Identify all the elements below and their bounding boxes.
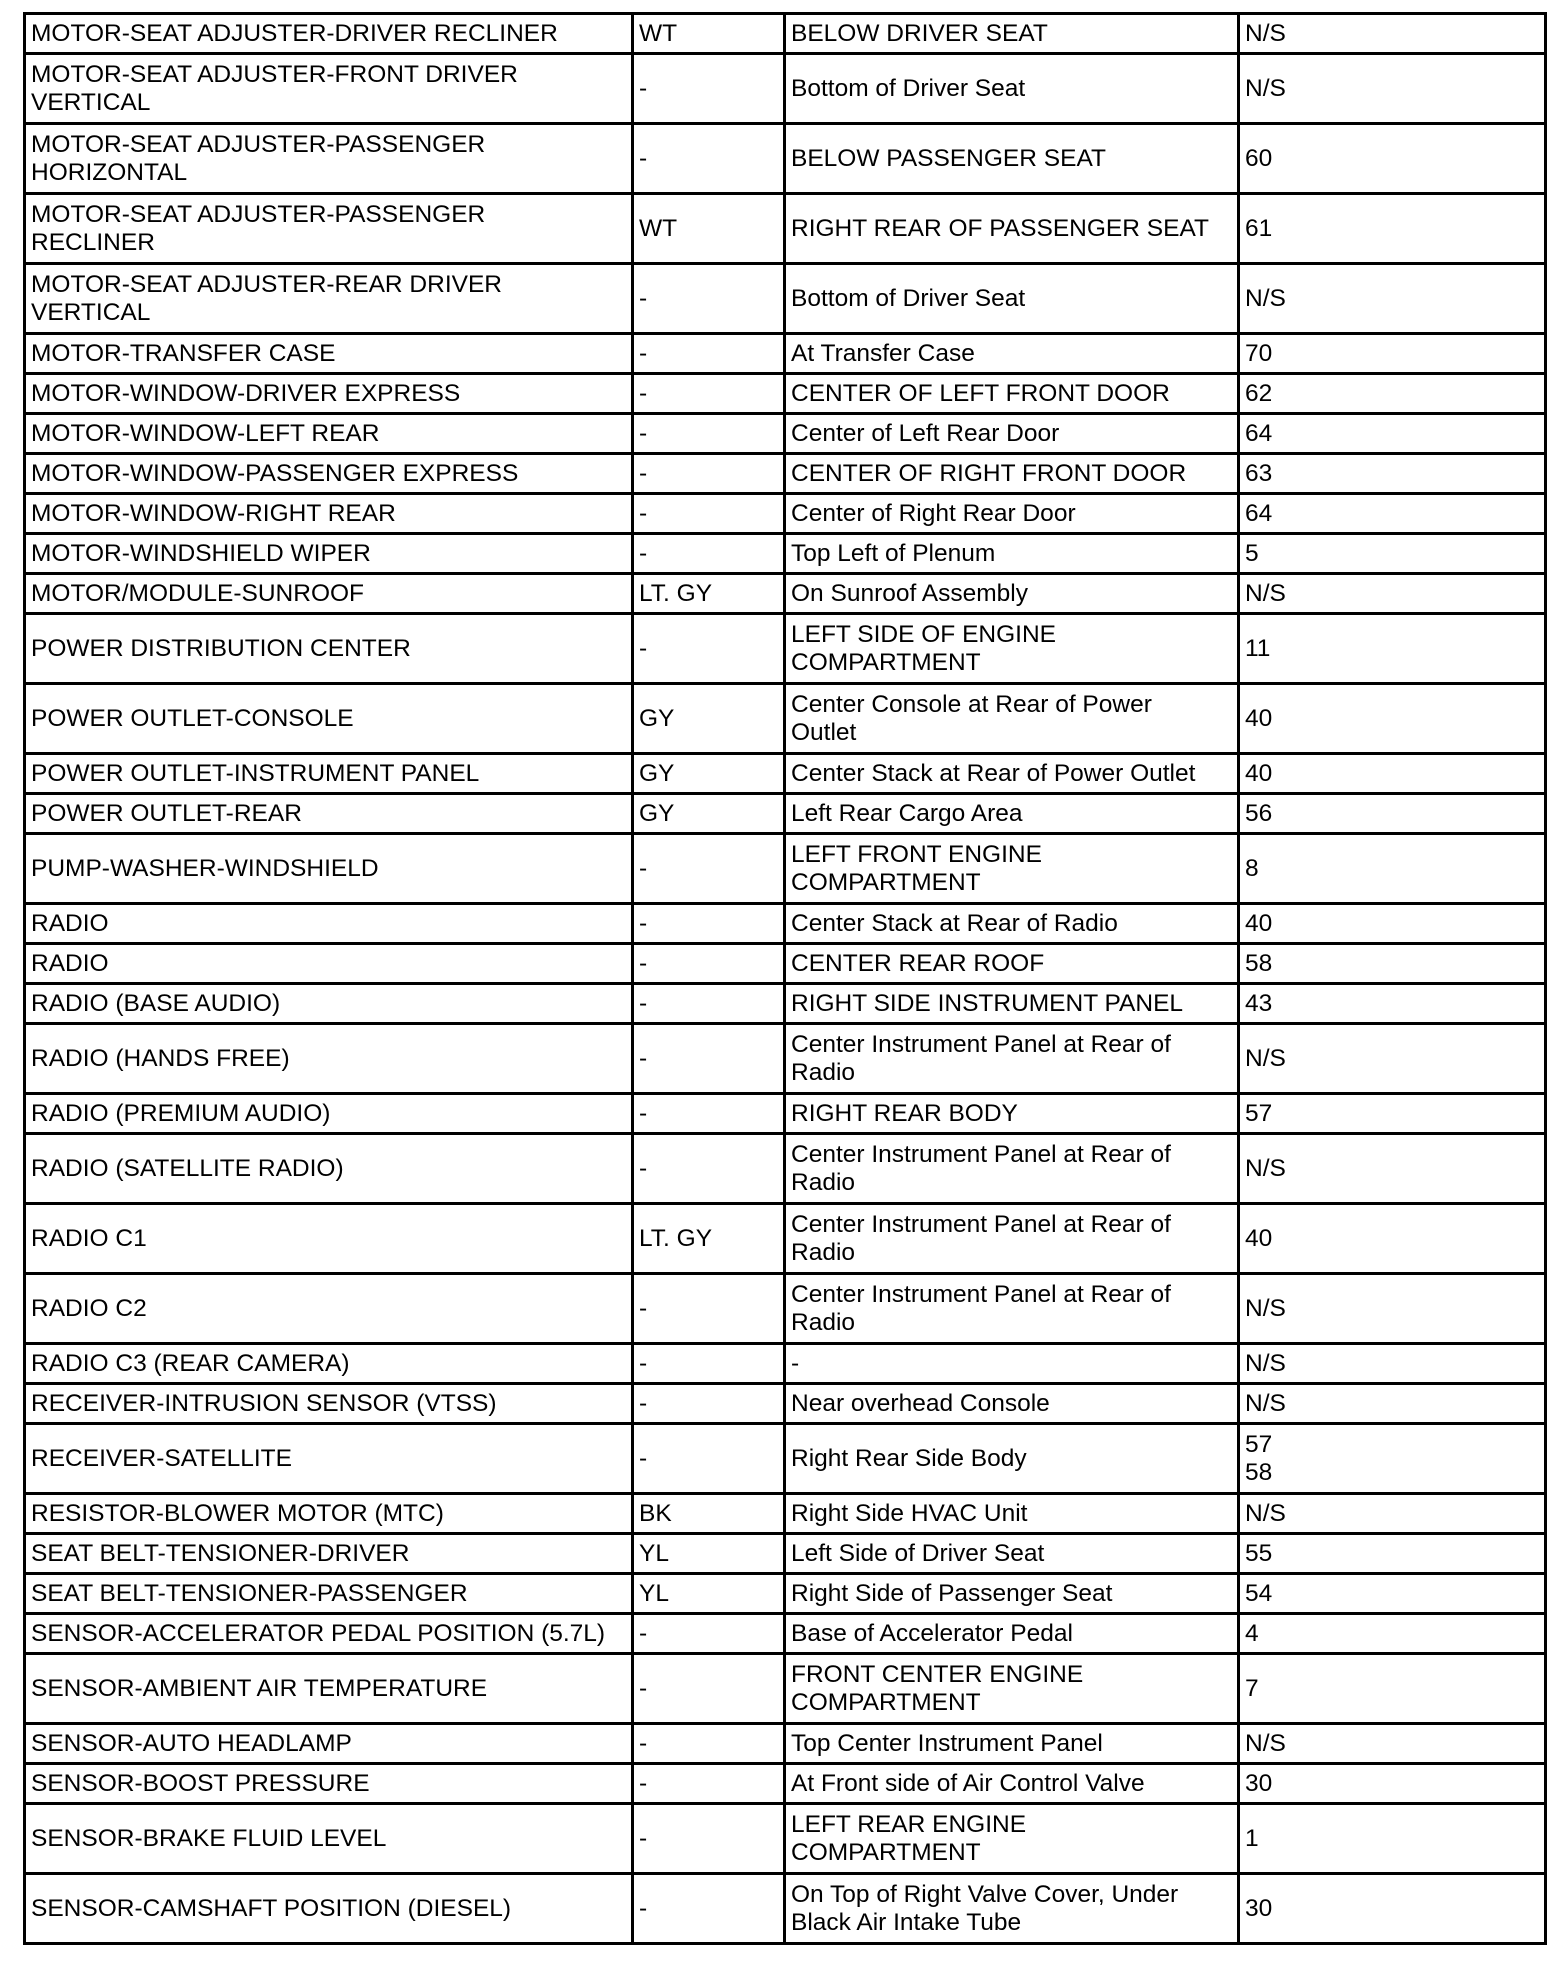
location-cell: On Sunroof Assembly [785, 574, 1239, 614]
figure-number-cell: 70 [1239, 334, 1546, 374]
connector-color-cell: - [633, 1134, 785, 1204]
location-cell: FRONT CENTER ENGINE COMPARTMENT [785, 1654, 1239, 1724]
connector-color-cell: - [633, 1614, 785, 1654]
location-cell: Center Console at Rear of Power Outlet [785, 684, 1239, 754]
location-cell: BELOW DRIVER SEAT [785, 14, 1239, 54]
figure-number-cell: N/S [1239, 1274, 1546, 1344]
location-cell: CENTER OF LEFT FRONT DOOR [785, 374, 1239, 414]
connector-color-cell: - [633, 414, 785, 454]
component-name-cell: MOTOR-SEAT ADJUSTER-PASSENGER RECLINER [25, 194, 633, 264]
table-row [25, 1874, 1546, 1944]
location-cell: BELOW PASSENGER SEAT [785, 124, 1239, 194]
connector-color-cell: - [633, 1764, 785, 1804]
component-name-cell: MOTOR-TRANSFER CASE [25, 334, 633, 374]
table-row [25, 834, 1546, 904]
location-cell: Bottom of Driver Seat [785, 264, 1239, 334]
table-row [25, 454, 1546, 494]
component-name-cell: POWER OUTLET-REAR [25, 794, 633, 834]
connector-color-cell: - [633, 1654, 785, 1724]
location-cell: At Transfer Case [785, 334, 1239, 374]
figure-number-cell: 43 [1239, 984, 1546, 1024]
connector-color-cell: WT [633, 194, 785, 264]
location-cell: Right Side HVAC Unit [785, 1494, 1239, 1534]
location-cell: Near overhead Console [785, 1384, 1239, 1424]
location-cell: Bottom of Driver Seat [785, 54, 1239, 124]
table-row [25, 124, 1546, 194]
location-cell: RIGHT REAR OF PASSENGER SEAT [785, 194, 1239, 264]
table-row [25, 1534, 1546, 1574]
component-name-cell: MOTOR-WINDOW-PASSENGER EXPRESS [25, 454, 633, 494]
figure-number-cell: 58 [1239, 944, 1546, 984]
table-row [25, 1344, 1546, 1384]
component-name-cell: MOTOR-WINDOW-DRIVER EXPRESS [25, 374, 633, 414]
location-cell: Center Instrument Panel at Rear of Radio [785, 1134, 1239, 1204]
table-body [25, 14, 1546, 1944]
figure-number-cell: 63 [1239, 454, 1546, 494]
figure-number-cell: 1 [1239, 1804, 1546, 1874]
component-name-cell: MOTOR/MODULE-SUNROOF [25, 574, 633, 614]
component-name-cell: SEAT BELT-TENSIONER-DRIVER [25, 1534, 633, 1574]
table-row [25, 264, 1546, 334]
location-cell: Center Instrument Panel at Rear of Radio [785, 1204, 1239, 1274]
component-name-cell: RADIO C3 (REAR CAMERA) [25, 1344, 633, 1384]
table-row [25, 1614, 1546, 1654]
table-row [25, 1494, 1546, 1534]
component-name-cell: RADIO C1 [25, 1204, 633, 1274]
figure-number-cell: 8 [1239, 834, 1546, 904]
location-cell: Top Center Instrument Panel [785, 1724, 1239, 1764]
component-name-cell: RADIO (SATELLITE RADIO) [25, 1134, 633, 1204]
connector-color-cell: - [633, 1384, 785, 1424]
location-cell: LEFT SIDE OF ENGINE COMPARTMENT [785, 614, 1239, 684]
connector-color-cell: - [633, 1094, 785, 1134]
table-row [25, 1654, 1546, 1724]
location-cell: Left Rear Cargo Area [785, 794, 1239, 834]
component-name-cell: MOTOR-SEAT ADJUSTER-DRIVER RECLINER [25, 14, 633, 54]
figure-number-cell: N/S [1239, 574, 1546, 614]
table-row [25, 904, 1546, 944]
location-cell: - [785, 1344, 1239, 1384]
component-name-cell: RESISTOR-BLOWER MOTOR (MTC) [25, 1494, 633, 1534]
location-cell: Center of Right Rear Door [785, 494, 1239, 534]
figure-number-cell: 64 [1239, 494, 1546, 534]
figure-number-cell: 40 [1239, 1204, 1546, 1274]
table-row [25, 574, 1546, 614]
figure-number-cell: 62 [1239, 374, 1546, 414]
table-row [25, 194, 1546, 264]
component-name-cell: MOTOR-SEAT ADJUSTER-PASSENGER HORIZONTAL [25, 124, 633, 194]
connector-color-cell: LT. GY [633, 1204, 785, 1274]
connector-color-cell: LT. GY [633, 574, 785, 614]
connector-color-cell: - [633, 54, 785, 124]
table-row [25, 1724, 1546, 1764]
table-row [25, 14, 1546, 54]
figure-number-cell: N/S [1239, 54, 1546, 124]
component-name-cell: MOTOR-SEAT ADJUSTER-REAR DRIVER VERTICAL [25, 264, 633, 334]
component-name-cell: RADIO (HANDS FREE) [25, 1024, 633, 1094]
component-name-cell: MOTOR-SEAT ADJUSTER-FRONT DRIVER VERTICAL [25, 54, 633, 124]
table-row [25, 614, 1546, 684]
location-cell: Center Instrument Panel at Rear of Radio [785, 1274, 1239, 1344]
figure-number-cell: N/S [1239, 1024, 1546, 1094]
component-name-cell: RADIO [25, 944, 633, 984]
figure-number-cell: 60 [1239, 124, 1546, 194]
component-name-cell: POWER OUTLET-CONSOLE [25, 684, 633, 754]
component-name-cell: SENSOR-BRAKE FLUID LEVEL [25, 1804, 633, 1874]
location-cell: Center Stack at Rear of Power Outlet [785, 754, 1239, 794]
component-name-cell: RECEIVER-SATELLITE [25, 1424, 633, 1494]
location-cell: RIGHT REAR BODY [785, 1094, 1239, 1134]
table-row [25, 984, 1546, 1024]
connector-color-cell: - [633, 834, 785, 904]
connector-color-cell: - [633, 614, 785, 684]
component-name-cell: POWER OUTLET-INSTRUMENT PANEL [25, 754, 633, 794]
component-name-cell: MOTOR-WINDOW-LEFT REAR [25, 414, 633, 454]
location-cell: RIGHT SIDE INSTRUMENT PANEL [785, 984, 1239, 1024]
connector-color-cell: - [633, 1724, 785, 1764]
component-name-cell: SENSOR-AMBIENT AIR TEMPERATURE [25, 1654, 633, 1724]
location-cell: LEFT FRONT ENGINE COMPARTMENT [785, 834, 1239, 904]
connector-color-cell: - [633, 454, 785, 494]
figure-number-cell: N/S [1239, 1134, 1546, 1204]
component-name-cell: SENSOR-AUTO HEADLAMP [25, 1724, 633, 1764]
connector-color-cell: - [633, 264, 785, 334]
table-row [25, 1024, 1546, 1094]
table-row [25, 1094, 1546, 1134]
location-cell: At Front side of Air Control Valve [785, 1764, 1239, 1804]
connector-color-cell: - [633, 944, 785, 984]
figure-number-cell: N/S [1239, 14, 1546, 54]
component-name-cell: MOTOR-WINDSHIELD WIPER [25, 534, 633, 574]
figure-number-cell: N/S [1239, 264, 1546, 334]
location-cell: CENTER OF RIGHT FRONT DOOR [785, 454, 1239, 494]
table-row [25, 794, 1546, 834]
connector-color-cell: - [633, 124, 785, 194]
table-row [25, 1204, 1546, 1274]
table-row [25, 534, 1546, 574]
connector-color-cell: - [633, 1344, 785, 1384]
table-row [25, 1574, 1546, 1614]
location-cell: Center of Left Rear Door [785, 414, 1239, 454]
component-name-cell: RADIO [25, 904, 633, 944]
figure-number-cell: 55 [1239, 1534, 1546, 1574]
connector-color-cell: GY [633, 754, 785, 794]
table-row [25, 944, 1546, 984]
location-cell: Right Side of Passenger Seat [785, 1574, 1239, 1614]
figure-number-cell: N/S [1239, 1344, 1546, 1384]
location-cell: Base of Accelerator Pedal [785, 1614, 1239, 1654]
location-cell: Left Side of Driver Seat [785, 1534, 1239, 1574]
location-cell: Center Stack at Rear of Radio [785, 904, 1239, 944]
connector-color-cell: - [633, 494, 785, 534]
connector-color-cell: - [633, 904, 785, 944]
component-name-cell: MOTOR-WINDOW-RIGHT REAR [25, 494, 633, 534]
table-row [25, 414, 1546, 454]
location-cell: Top Left of Plenum [785, 534, 1239, 574]
figure-number-cell: 40 [1239, 754, 1546, 794]
connector-color-cell: YL [633, 1534, 785, 1574]
component-name-cell: SENSOR-CAMSHAFT POSITION (DIESEL) [25, 1874, 633, 1944]
connector-color-cell: - [633, 1424, 785, 1494]
component-name-cell: RADIO (BASE AUDIO) [25, 984, 633, 1024]
table-row [25, 1804, 1546, 1874]
connector-color-cell: - [633, 1024, 785, 1094]
table-row [25, 54, 1546, 124]
table-row [25, 334, 1546, 374]
connector-color-cell: - [633, 1874, 785, 1944]
figure-number-cell: 30 [1239, 1764, 1546, 1804]
figure-number-cell: N/S [1239, 1494, 1546, 1534]
figure-number-cell: 57 [1239, 1094, 1546, 1134]
component-name-cell: SEAT BELT-TENSIONER-PASSENGER [25, 1574, 633, 1614]
component-name-cell: RADIO C2 [25, 1274, 633, 1344]
location-cell: LEFT REAR ENGINE COMPARTMENT [785, 1804, 1239, 1874]
component-name-cell: SENSOR-BOOST PRESSURE [25, 1764, 633, 1804]
table-row [25, 1274, 1546, 1344]
table-row [25, 754, 1546, 794]
connector-color-cell: - [633, 534, 785, 574]
connector-color-cell: BK [633, 1494, 785, 1534]
figure-number-cell: 30 [1239, 1874, 1546, 1944]
component-name-cell: RECEIVER-INTRUSION SENSOR (VTSS) [25, 1384, 633, 1424]
table-row [25, 374, 1546, 414]
location-cell: CENTER REAR ROOF [785, 944, 1239, 984]
component-name-cell: POWER DISTRIBUTION CENTER [25, 614, 633, 684]
connector-color-cell: - [633, 1804, 785, 1874]
table-row [25, 684, 1546, 754]
table-row [25, 1424, 1546, 1494]
component-name-cell: SENSOR-ACCELERATOR PEDAL POSITION (5.7L) [25, 1614, 633, 1654]
location-cell: On Top of Right Valve Cover, Under Black Air Intake Tube [785, 1874, 1239, 1944]
connector-color-cell: WT [633, 14, 785, 54]
table-row [25, 1134, 1546, 1204]
figure-number-cell: 5 [1239, 534, 1546, 574]
figure-number-cell: 11 [1239, 614, 1546, 684]
table-row [25, 494, 1546, 534]
connector-color-cell: - [633, 334, 785, 374]
table-row [25, 1384, 1546, 1424]
figure-number-cell: 40 [1239, 904, 1546, 944]
figure-number-cell: 54 [1239, 1574, 1546, 1614]
figure-number-cell: 40 [1239, 684, 1546, 754]
connector-color-cell: YL [633, 1574, 785, 1614]
connector-location-table [23, 12, 1547, 1945]
table-row [25, 1764, 1546, 1804]
connector-color-cell: GY [633, 794, 785, 834]
location-cell: Center Instrument Panel at Rear of Radio [785, 1024, 1239, 1094]
connector-color-cell: - [633, 1274, 785, 1344]
figure-number-cell: 64 [1239, 414, 1546, 454]
figure-number-cell: 7 [1239, 1654, 1546, 1724]
location-cell: Right Rear Side Body [785, 1424, 1239, 1494]
connector-table-page [23, 12, 1544, 1945]
figure-number-cell: 57 58 [1239, 1424, 1546, 1494]
connector-color-cell: - [633, 984, 785, 1024]
figure-number-cell: 61 [1239, 194, 1546, 264]
figure-number-cell: 56 [1239, 794, 1546, 834]
component-name-cell: PUMP-WASHER-WINDSHIELD [25, 834, 633, 904]
figure-number-cell: 4 [1239, 1614, 1546, 1654]
component-name-cell: RADIO (PREMIUM AUDIO) [25, 1094, 633, 1134]
connector-color-cell: GY [633, 684, 785, 754]
figure-number-cell: N/S [1239, 1384, 1546, 1424]
figure-number-cell: N/S [1239, 1724, 1546, 1764]
connector-color-cell: - [633, 374, 785, 414]
